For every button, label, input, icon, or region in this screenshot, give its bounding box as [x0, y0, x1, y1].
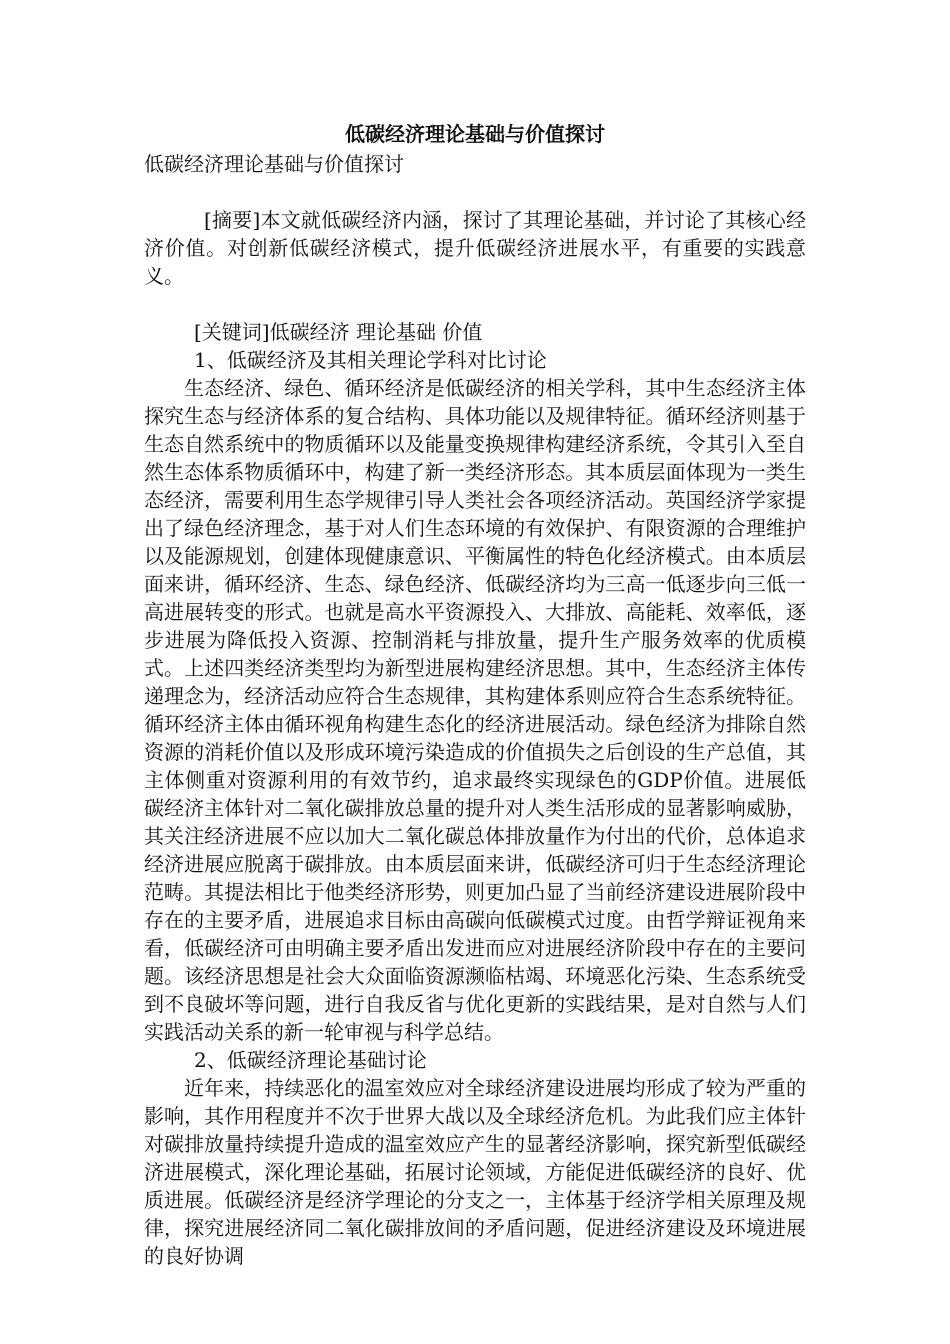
document-page [144, 118, 806, 1270]
section-2-heading: 2、低碳经济理论基础讨论 [194, 1048, 427, 1072]
keywords-line: [关键词]低碳经济 理论基础 价值 [194, 320, 483, 344]
document-title: 低碳经济理论基础与价值探讨 [345, 122, 605, 146]
section-1-heading: 1、低碳经济及其相关理论学科对比讨论 [194, 348, 547, 372]
section-1-body: 生态经济、绿色、循环经济是低碳经济的相关学科，其中生态经济主体探究生态与经济体系的复合结构、具体功能以及规律特征。循环经济则基于生态自然系统中的物质循环以及能量变换规律构建经济系统，令其引入至自然生态体系物质循环中，构建了新一类经济形态。其本质层面体现为一类生态经济，需要利用生态学规律引导人类社会各项经济活动。英国经济学家提出了绿色经济理念，基于对人们生态环境的有效保护、有限资源的合理维护以及能源规划，创建体现健康意识、平衡属性的特色化经济模式。由本质层面来讲，循环经济、生态、绿色经济、低碳经济均为三高一低逐步向三低一高进展转变的形式。也就是高水平资源投入、大排放、高能耗、效率低，逐步进展为降低投入资源、控制消耗与排放量，提升生产服务效率的优质模式。上述四类经济类型均为新型进展构建经济思想。其中，生态经济主体传递理念为，经济活动应符合生态规律，其构建体系则应符合生态系统特征。循环经济主体由循环视角构建生态化的经济进展活动。绿色经济为排除自然资源的消耗价值以及形成环境污染造成的价值损失之后创设的生产总值，其主体侧重对资源利用的有效节约，追求最终实现绿色的GDP价值。进展低碳经济主体针对二氧化碳排放总量的提升对人类生活形成的显著影响威胁，其关注经济进展不应以加大二氧化碳总体排放量作为付出的代价，总体追求经济进展应脱离于碳排放。由本质层面来讲，低碳经济可归于生态经济理论范畴。其提法相比于他类经济形势，则更加凸显了当前经济建设进展阶段中存在的主要矛盾，进展追求目标由高碳向低碳模式过度。由哲学辩证视角来看，低碳经济可由明确主要矛盾出发进而应对进展经济阶段中存在的主要问题。该经济思想是社会大众面临资源濒临枯竭、环境恶化污染、生态系统受到不良破坏等问题，进行自我反省与优化更新的实践结果，是对自然与人们实践活动关系的新一轮审视与科学总结。 [144, 376, 806, 1044]
abstract-paragraph: [摘要]本文就低碳经济内涵，探讨了其理论基础，并讨论了其核心经济价值。对创新低碳经济模式，提升低碳经济进展水平，有重要的实践意义。 [144, 208, 806, 288]
section-2-body: 近年来，持续恶化的温室效应对全球经济建设进展均形成了较为严重的影响，其作用程度并不次于世界大战以及全球经济危机。为此我们应主体针对碳排放量持续提升造成的温室效应产生的显著经济影响，探究新型低碳经济进展模式，深化理论基础，拓展讨论领域，方能促进低碳经济的良好、优质进展。低碳经济是经济学理论的分支之一，主体基于经济学相关原理及规律，探究进展经济同二氧化碳排放间的矛盾问题，促进经济建设及环境进展的良好协调 [144, 1076, 806, 1268]
document-subtitle: 低碳经济理论基础与价值探讨 [144, 152, 404, 176]
